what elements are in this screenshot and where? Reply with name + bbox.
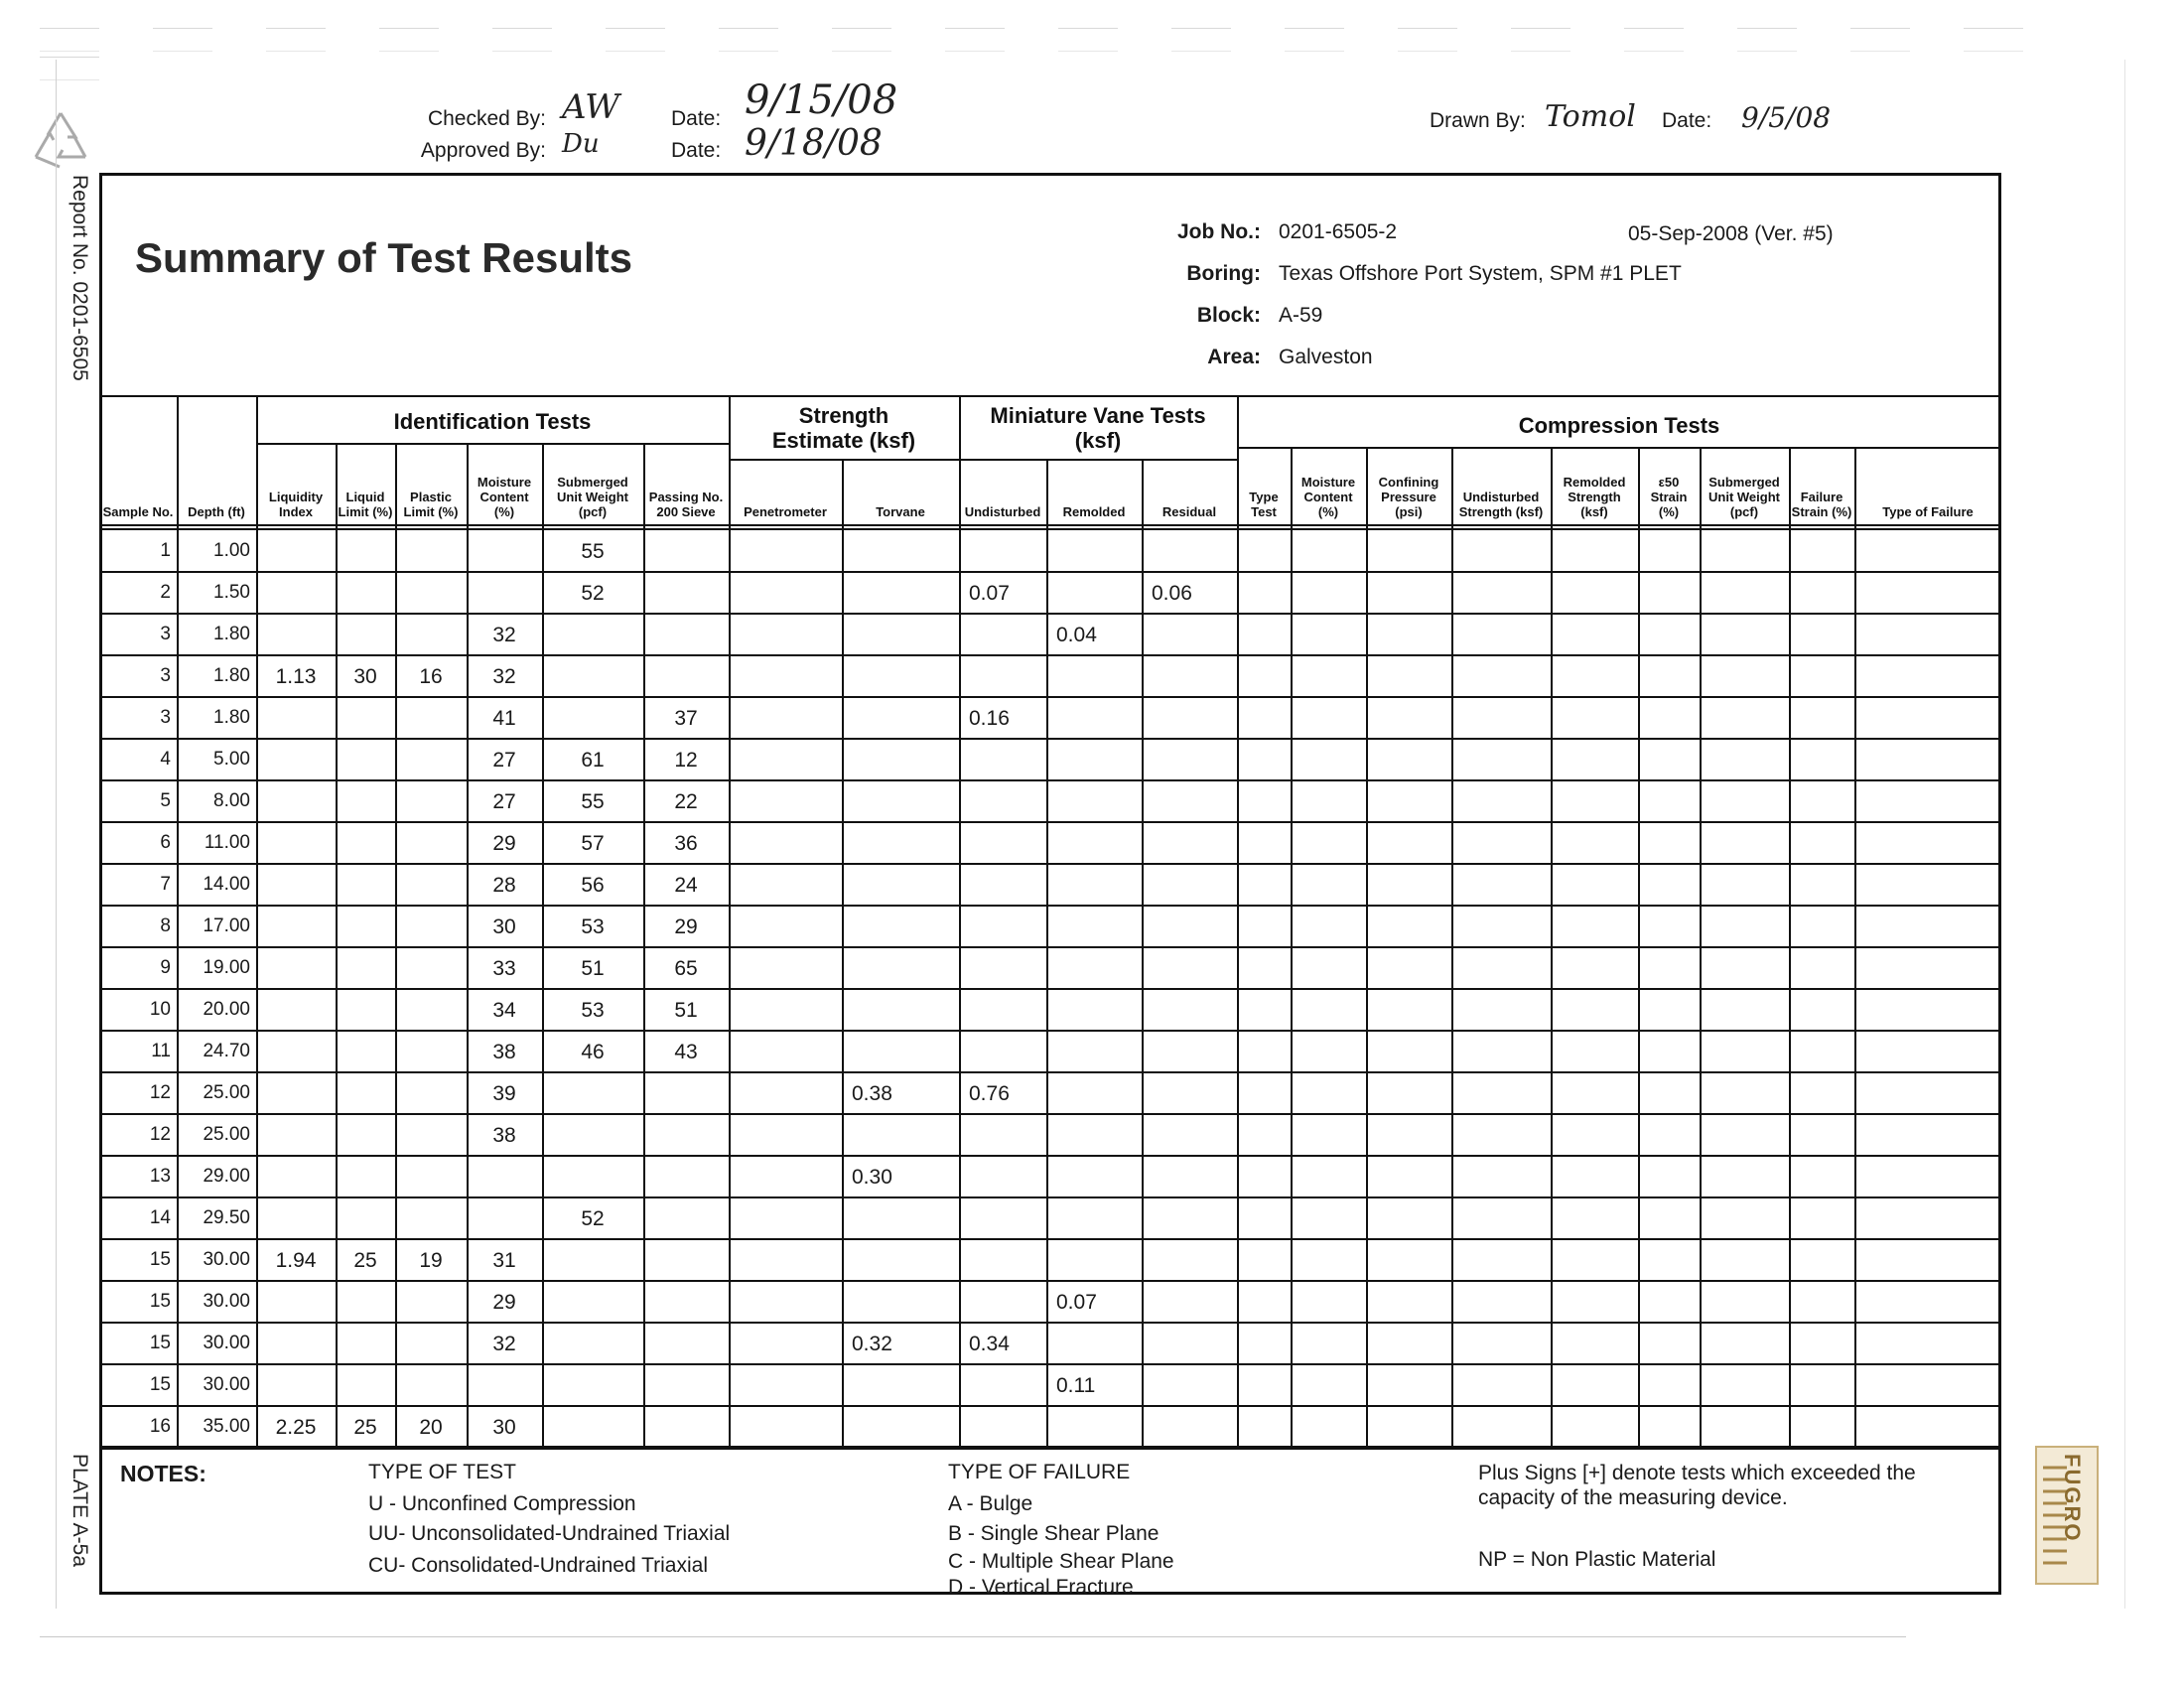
cell-sample-no: 3 [160, 707, 171, 728]
row-line [99, 571, 2001, 573]
cell-depth: 24.70 [203, 1041, 250, 1061]
page-title: Summary of Test Results [135, 234, 633, 281]
header-bottom-line [99, 524, 2001, 526]
cell-vane-undisturbed: 0.76 [969, 1082, 1010, 1105]
cell-liquid-limit: 30 [353, 665, 377, 688]
cell-sample-no: 12 [149, 1124, 171, 1145]
col-header-plastic-limit: Plastic Limit (%) [403, 490, 459, 520]
edge-dash [1737, 28, 1797, 52]
row-line [99, 738, 2001, 740]
type-of-test-title: TYPE OF TEST [368, 1461, 516, 1483]
cell-sample-no: 8 [160, 915, 171, 936]
edge-dash [266, 28, 326, 52]
cell-depth: 30.00 [203, 1249, 250, 1270]
cell-depth: 30.00 [203, 1291, 250, 1312]
non-plastic-note: NP = Non Plastic Material [1478, 1548, 1716, 1571]
row-line [99, 613, 2001, 615]
cell-sample-no: 13 [149, 1166, 171, 1187]
col-header-undisturbed-strength: Undisturbed Strength (ksf) [1458, 490, 1544, 520]
cell-moisture-content: 33 [492, 957, 516, 980]
edge-dash [1058, 28, 1118, 52]
job-no-value: 0201-6505-2 [1279, 220, 1398, 243]
cell-passing-200-sieve: 65 [674, 957, 698, 980]
edge-dash [606, 28, 665, 52]
cell-submerged-unit-weight: 53 [581, 915, 605, 938]
cell-depth: 29.50 [203, 1207, 250, 1228]
col-header-submerged-unit-weight: Submerged Unit Weight (pcf) [557, 475, 628, 520]
cell-submerged-unit-weight: 53 [581, 999, 605, 1022]
type-of-failure-c: C - Multiple Shear Plane [948, 1550, 1174, 1573]
cell-liquid-limit: 25 [353, 1249, 377, 1272]
plate-number: PLATE A-5a [68, 1454, 91, 1568]
col-header-moisture-content: Moisture Content (%) [477, 475, 532, 520]
cell-passing-200-sieve: 43 [674, 1041, 698, 1063]
cell-depth: 1.00 [213, 540, 250, 561]
cell-vane-residual: 0.06 [1152, 582, 1192, 605]
job-no-label: Job No.: [1177, 220, 1261, 243]
cell-sample-no: 15 [149, 1291, 171, 1312]
cell-vane-undisturbed: 0.07 [969, 582, 1010, 605]
row-line [99, 1155, 2001, 1157]
cell-sample-no: 10 [149, 999, 171, 1020]
group-compression-tests: Compression Tests [1518, 413, 1720, 438]
table-top-line [99, 395, 2001, 397]
cell-depth: 5.00 [213, 749, 250, 770]
block-value: A-59 [1279, 304, 1323, 327]
approved-by-signature: Du [562, 129, 600, 159]
column-line [959, 395, 961, 1448]
area-label: Area: [1207, 346, 1261, 368]
group-line-compression [1237, 447, 2001, 449]
col-header-liquidity-index: Liquidity Index [268, 490, 324, 520]
cell-liquidity-index: 1.94 [275, 1249, 317, 1272]
cell-moisture-content: 32 [492, 624, 516, 646]
cell-depth: 1.80 [213, 707, 250, 728]
column-line [1451, 447, 1453, 1448]
cell-depth: 14.00 [203, 874, 250, 895]
header-double-line [99, 528, 2001, 530]
cell-moisture-content: 30 [492, 1416, 516, 1439]
right-margin-line [2124, 60, 2125, 1609]
col-header-comp-moisture-content: Moisture Content (%) [1300, 475, 1356, 520]
column-line [1291, 447, 1293, 1448]
cell-sample-no: 12 [149, 1082, 171, 1103]
checked-by-signature: AW [562, 87, 620, 127]
cell-moisture-content: 27 [492, 749, 516, 772]
group-line-identification [256, 443, 729, 445]
cell-plastic-limit: 16 [419, 665, 443, 688]
cell-liquidity-index: 2.25 [275, 1416, 317, 1439]
cell-vane-remolded: 0.11 [1056, 1374, 1096, 1397]
cell-sample-no: 15 [149, 1374, 171, 1395]
type-of-failure-title: TYPE OF FAILURE [948, 1461, 1131, 1483]
edge-dash [153, 28, 212, 52]
drawn-date-label: Date: [1662, 109, 1712, 132]
cell-vane-remolded: 0.04 [1056, 624, 1097, 646]
cell-moisture-content: 39 [492, 1082, 516, 1105]
cell-passing-200-sieve: 29 [674, 915, 698, 938]
cell-moisture-content: 28 [492, 874, 516, 897]
column-line [1142, 459, 1144, 1448]
row-line [99, 863, 2001, 865]
group-identification-tests: Identification Tests [393, 409, 592, 434]
cell-moisture-content: 38 [492, 1041, 516, 1063]
cell-sample-no: 5 [160, 790, 171, 811]
block-label: Block: [1196, 304, 1261, 327]
edge-dash [719, 28, 778, 52]
area-value: Galveston [1279, 346, 1373, 368]
row-line [99, 779, 2001, 781]
cell-submerged-unit-weight: 55 [581, 540, 605, 563]
col-header-vane-residual: Residual [1161, 504, 1217, 520]
col-header-vane-undisturbed: Undisturbed [964, 504, 1041, 520]
row-line [99, 1071, 2001, 1073]
cell-depth: 30.00 [203, 1374, 250, 1395]
cell-depth: 17.00 [203, 915, 250, 936]
row-line [99, 821, 2001, 823]
row-line [99, 905, 2001, 907]
edge-dash [492, 28, 552, 52]
col-header-e50-strain: ε50 Strain (%) [1650, 475, 1688, 520]
row-line [99, 1405, 2001, 1407]
cell-submerged-unit-weight: 61 [581, 749, 605, 772]
bottom-margin-line [40, 1636, 1906, 1637]
edge-dash [379, 28, 439, 52]
col-header-confining-pressure: Confining Pressure (psi) [1378, 475, 1439, 520]
approved-date: 9/18/08 [745, 123, 883, 164]
cell-depth: 30.00 [203, 1333, 250, 1353]
approved-by-label: Approved By: [420, 139, 546, 162]
row-line [99, 1238, 2001, 1240]
cell-depth: 25.00 [203, 1082, 250, 1103]
edge-dash [1171, 28, 1231, 52]
cell-torvane: 0.30 [852, 1166, 892, 1189]
group-miniature-vane: Miniature Vane Tests (ksf) [990, 403, 1206, 454]
boring-value: Texas Offshore Port System, SPM #1 PLET [1279, 262, 1682, 285]
column-line [1551, 447, 1553, 1448]
cell-sample-no: 11 [151, 1041, 171, 1061]
cell-moisture-content: 29 [492, 1291, 516, 1314]
type-of-failure-d: D - Vertical Fracture [948, 1576, 1134, 1599]
cell-torvane: 0.32 [852, 1333, 892, 1355]
cell-depth: 35.00 [203, 1416, 250, 1437]
column-line [1046, 459, 1048, 1448]
report-number: Report No. 0201-6505 [68, 175, 91, 381]
date-label-1: Date: [671, 107, 722, 130]
cell-passing-200-sieve: 37 [674, 707, 698, 730]
cell-sample-no: 15 [149, 1249, 171, 1270]
col-header-liquid-limit: Liquid Limit (%) [338, 490, 393, 520]
column-line [643, 443, 645, 1448]
row-line [99, 946, 2001, 948]
row-line [99, 1280, 2001, 1282]
col-header-torvane: Torvane [876, 504, 925, 520]
date-label-2: Date: [671, 139, 722, 162]
drawn-by-label: Drawn By: [1430, 109, 1526, 132]
cell-submerged-unit-weight: 52 [581, 582, 605, 605]
cell-plastic-limit: 20 [419, 1416, 443, 1439]
cell-passing-200-sieve: 22 [674, 790, 698, 813]
column-line [336, 443, 338, 1448]
plus-signs-note: Plus Signs [+] denote tests which exceeded the capacity of the measuring device. [1478, 1462, 1916, 1510]
cell-moisture-content: 27 [492, 790, 516, 813]
row-line [99, 1322, 2001, 1324]
column-line [1700, 447, 1702, 1448]
checked-by-label: Checked By: [427, 107, 546, 130]
column-line [842, 459, 844, 1448]
edge-dash [1964, 28, 2023, 52]
cell-passing-200-sieve: 24 [674, 874, 698, 897]
edge-dash [1398, 28, 1457, 52]
cell-sample-no: 15 [149, 1333, 171, 1353]
boring-label: Boring: [1186, 262, 1261, 285]
column-line [1789, 447, 1791, 1448]
col-header-type-test: Type Test [1249, 490, 1279, 520]
cell-plastic-limit: 19 [419, 1249, 443, 1272]
col-header-type-of-failure: Type of Failure [1882, 504, 1974, 520]
job-date-version: 05-Sep-2008 (Ver. #5) [1628, 222, 1834, 245]
column-line [1999, 395, 2001, 1448]
logo-text: FUGRO [2060, 1454, 2085, 1543]
cell-passing-200-sieve: 12 [674, 749, 698, 772]
notes-label: NOTES: [120, 1461, 206, 1486]
cell-depth: 1.80 [213, 624, 250, 644]
cell-sample-no: 16 [149, 1416, 171, 1437]
cell-submerged-unit-weight: 46 [581, 1041, 605, 1063]
cell-sample-no: 7 [160, 874, 171, 895]
col-header-depth: Depth (ft) [188, 504, 245, 520]
col-header-vane-remolded: Remolded [1062, 504, 1126, 520]
row-line [99, 1113, 2001, 1115]
recycle-icon [26, 105, 95, 175]
group-line-strength-vane [729, 459, 1237, 461]
column-line [1366, 447, 1368, 1448]
notes-section [99, 1446, 2001, 1599]
column-line [1237, 395, 1239, 1448]
results-table [99, 395, 2001, 1442]
cell-depth: 25.00 [203, 1124, 250, 1145]
cell-sample-no: 3 [160, 665, 171, 686]
type-of-test-uu: UU- Unconsolidated-Undrained Triaxial [368, 1522, 731, 1545]
cell-moisture-content: 34 [492, 999, 516, 1022]
column-line [1638, 447, 1640, 1448]
edge-dash [1624, 28, 1684, 52]
cell-moisture-content: 32 [492, 665, 516, 688]
cell-moisture-content: 41 [492, 707, 516, 730]
col-header-sample-no: Sample No. [102, 504, 174, 520]
row-line [99, 1196, 2001, 1198]
type-of-failure-b: B - Single Shear Plane [948, 1522, 1160, 1545]
cell-moisture-content: 30 [492, 915, 516, 938]
cell-submerged-unit-weight: 55 [581, 790, 605, 813]
cell-depth: 11.00 [204, 832, 250, 853]
cell-moisture-content: 31 [492, 1249, 516, 1272]
column-line [1854, 447, 1856, 1448]
cell-sample-no: 9 [160, 957, 171, 978]
edge-dash [1511, 28, 1570, 52]
edge-dash [40, 28, 99, 52]
cell-depth: 20.00 [203, 999, 250, 1020]
cell-depth: 19.00 [203, 957, 250, 978]
top-edge-strip [40, 28, 2164, 58]
type-of-failure-a: A - Bulge [948, 1492, 1033, 1515]
cell-submerged-unit-weight: 52 [581, 1207, 605, 1230]
col-header-comp-submerged-unit-weight: Submerged Unit Weight (pcf) [1708, 475, 1780, 520]
row-line [99, 1363, 2001, 1365]
row-line [99, 988, 2001, 990]
cell-passing-200-sieve: 51 [674, 999, 698, 1022]
cell-depth: 1.80 [213, 665, 250, 686]
col-header-remolded-strength: Remolded Strength (ksf) [1563, 475, 1626, 520]
fugro-logo [2035, 1446, 2099, 1585]
cell-passing-200-sieve: 36 [674, 832, 698, 855]
group-strength-estimate: Strength Estimate (ksf) [771, 403, 916, 454]
edge-dash [40, 57, 99, 80]
cell-sample-no: 2 [160, 582, 171, 603]
cell-moisture-content: 29 [492, 832, 516, 855]
cell-submerged-unit-weight: 56 [581, 874, 605, 897]
cell-torvane: 0.38 [852, 1082, 892, 1105]
cell-depth: 1.50 [213, 582, 250, 603]
edge-dash [945, 28, 1005, 52]
column-line [256, 395, 258, 1448]
cell-depth: 8.00 [213, 790, 250, 811]
cell-vane-undisturbed: 0.16 [969, 707, 1010, 730]
cell-moisture-content: 32 [492, 1333, 516, 1355]
left-margin-line [56, 60, 57, 1609]
cell-depth: 29.00 [203, 1166, 250, 1187]
cell-moisture-content: 38 [492, 1124, 516, 1147]
cell-sample-no: 14 [149, 1207, 171, 1228]
cell-sample-no: 3 [160, 624, 171, 644]
col-header-penetrometer: Penetrometer [744, 504, 827, 520]
type-of-test-u: U - Unconfined Compression [368, 1492, 636, 1515]
cell-vane-undisturbed: 0.34 [969, 1333, 1010, 1355]
col-header-passing-200-sieve: Passing No. 200 Sieve [648, 490, 724, 520]
checked-date: 9/15/08 [745, 77, 898, 123]
edge-dash [832, 28, 891, 52]
cell-sample-no: 6 [160, 832, 171, 853]
cell-liquidity-index: 1.13 [275, 665, 317, 688]
edge-dash [1285, 28, 1344, 52]
col-header-failure-strain: Failure Strain (%) [1791, 490, 1852, 520]
row-line [99, 1030, 2001, 1032]
drawn-by-signature: Tomol [1545, 99, 1636, 134]
cell-vane-remolded: 0.07 [1056, 1291, 1097, 1314]
row-line [99, 696, 2001, 698]
cell-liquid-limit: 25 [353, 1416, 377, 1439]
drawn-date: 9/5/08 [1741, 101, 1832, 134]
column-line [395, 443, 397, 1448]
cell-sample-no: 1 [160, 540, 171, 561]
edge-dash [1850, 28, 1910, 52]
column-line [729, 395, 731, 1448]
row-line [99, 654, 2001, 656]
cell-sample-no: 4 [160, 749, 171, 770]
type-of-test-cu: CU- Consolidated-Undrained Triaxial [368, 1554, 708, 1577]
cell-submerged-unit-weight: 51 [581, 957, 605, 980]
cell-submerged-unit-weight: 57 [581, 832, 605, 855]
